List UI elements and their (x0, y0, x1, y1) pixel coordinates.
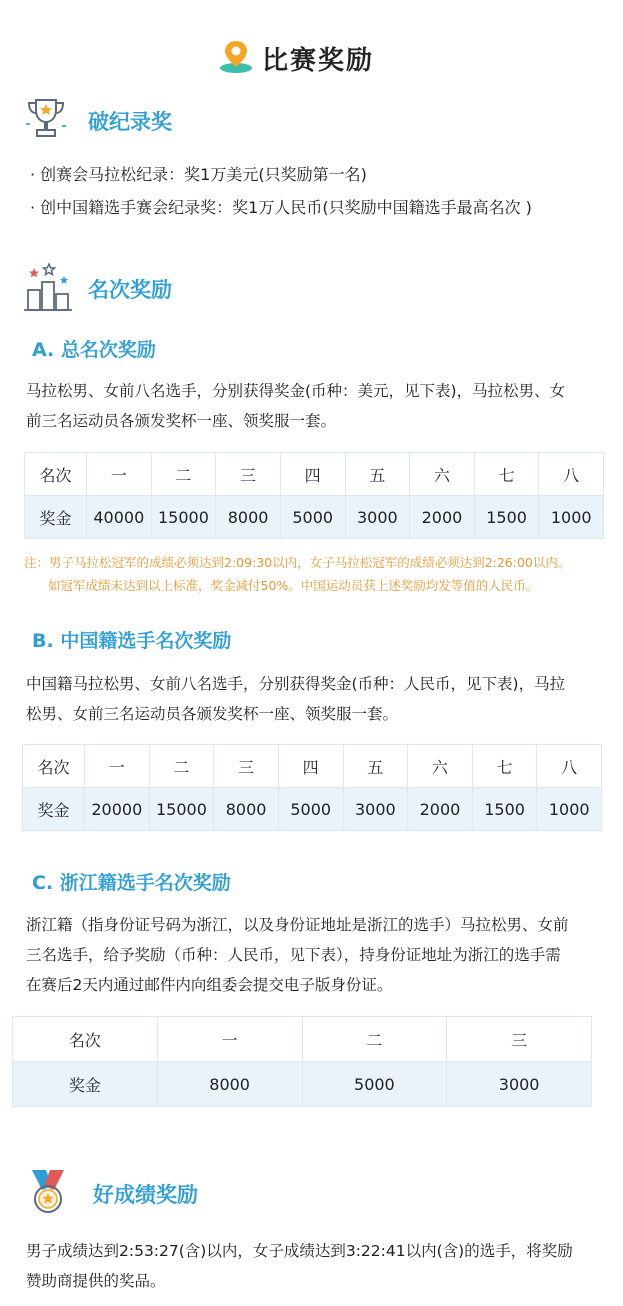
table-cell-rank: 七 (472, 745, 537, 788)
page-title: 比赛奖励 (262, 46, 375, 76)
table-header-row (25, 453, 604, 496)
table-cell-rank: 三 (216, 453, 281, 496)
table-header-row (13, 1017, 592, 1062)
paragraph-line: 三名选手，给予奖励（币种：人民币，见下表），持身份证地址为浙江的选手需 (26, 946, 561, 964)
table-cell-rank: 一 (87, 453, 152, 496)
rank-b-paragraph (26, 669, 606, 729)
table-cell-rank: 五 (343, 745, 408, 788)
prize-table-c (12, 1016, 592, 1107)
table-cell-amount: 15000 (151, 496, 216, 539)
table-cell-amount: 1000 (539, 496, 604, 539)
table-cell-amount: 5000 (280, 496, 345, 539)
record-item: · 创中国籍选手赛会纪录奖：奖1万人民币(只奖励中国籍选手最高名次 ) (30, 198, 532, 217)
table-cell-amount: 1000 (537, 788, 602, 831)
table-cell-amount: 20000 (85, 788, 150, 831)
table-cell-rank: 八 (537, 745, 602, 788)
table-cell-rank: 五 (345, 453, 410, 496)
table-cell-rank: 一 (157, 1017, 302, 1062)
table-cell-rank: 三 (214, 745, 279, 788)
table-cell-amount: 8000 (216, 496, 281, 539)
paragraph-line: 在赛后2天内通过邮件内向组委会提交电子版身份证。 (26, 976, 393, 994)
prize-table-a (24, 452, 604, 539)
table-row (23, 788, 602, 831)
table-cell-amount: 1500 (472, 788, 537, 831)
page-header (0, 38, 623, 74)
prize-table-b (22, 744, 602, 831)
table-row (25, 496, 604, 539)
record-item: · 创赛会马拉松纪录：奖1万美元(只奖励第一名) (30, 165, 367, 184)
rank-a-note (24, 551, 614, 597)
rank-a-title: A. 总名次奖励 (32, 339, 156, 361)
trophy-icon (20, 94, 72, 146)
medal-icon (22, 1166, 74, 1218)
table-cell-amount: 5000 (302, 1062, 447, 1107)
table-header-label: 名次 (13, 1017, 158, 1062)
table-header-row (23, 745, 602, 788)
paragraph-line: 男子成绩达到2:53:27(含)以内，女子成绩达到3:22:41以内(含)的选手，将奖励 (26, 1242, 573, 1260)
table-header-label: 名次 (23, 745, 85, 788)
table-cell-amount: 40000 (87, 496, 152, 539)
good-section-title: 好成绩奖励 (93, 1183, 198, 1207)
table-cell-amount: 2000 (408, 788, 473, 831)
paragraph-line: 前三名运动员各颁发奖杯一座、领奖服一套。 (26, 412, 337, 430)
good-paragraph (26, 1236, 606, 1296)
map-pin-icon (218, 38, 254, 74)
table-cell-rank: 二 (302, 1017, 447, 1062)
table-header-label: 名次 (25, 453, 87, 496)
table-cell-rank: 六 (410, 453, 475, 496)
rank-section-title: 名次奖励 (88, 278, 172, 302)
table-cell-rank: 一 (85, 745, 150, 788)
table-cell-amount: 3000 (345, 496, 410, 539)
table-value-label: 奖金 (23, 788, 85, 831)
table-cell-amount: 3000 (447, 1062, 592, 1107)
rank-a-paragraph (26, 376, 606, 436)
table-value-label: 奖金 (13, 1062, 158, 1107)
note-line: 如冠军成绩未达到以上标准，奖金减付50%。中国运动员获上述奖励均发等值的人民币。 (48, 578, 539, 593)
table-cell-rank: 四 (278, 745, 343, 788)
paragraph-line: 松男、女前三名运动员各颁发奖杯一座、领奖服一套。 (26, 705, 399, 723)
table-cell-amount: 8000 (157, 1062, 302, 1107)
note-line: 注：男子马拉松冠军的成绩必须达到2:09:30以内，女子马拉松冠军的成绩必须达到2:26:00以内。 (24, 555, 571, 570)
table-cell-rank: 二 (149, 745, 214, 788)
table-cell-rank: 六 (408, 745, 473, 788)
record-section-title: 破纪录奖 (88, 110, 172, 134)
paragraph-line: 赞助商提供的奖品。 (26, 1272, 166, 1290)
paragraph-line: 浙江籍（指身份证号码为浙江，以及身份证地址是浙江的选手）马拉松男、女前 (26, 916, 569, 934)
rank-c-paragraph (26, 910, 606, 1000)
paragraph-line: 中国籍马拉松男、女前八名选手，分别获得奖金(币种：人民币，见下表)，马拉 (26, 675, 566, 693)
table-cell-amount: 1500 (474, 496, 539, 539)
table-cell-amount: 8000 (214, 788, 279, 831)
rank-c-title: C. 浙江籍选手名次奖励 (32, 872, 231, 894)
rank-b-title: B. 中国籍选手名次奖励 (32, 630, 232, 652)
table-cell-rank: 四 (280, 453, 345, 496)
table-cell-rank: 八 (539, 453, 604, 496)
table-cell-amount: 2000 (410, 496, 475, 539)
table-row (13, 1062, 592, 1107)
table-cell-amount: 15000 (149, 788, 214, 831)
table-cell-rank: 三 (447, 1017, 592, 1062)
table-cell-rank: 七 (474, 453, 539, 496)
podium-stars-icon (22, 262, 74, 314)
paragraph-line: 马拉松男、女前八名选手，分别获得奖金(币种：美元，见下表)，马拉松男、女 (26, 382, 566, 400)
table-cell-rank: 二 (151, 453, 216, 496)
table-cell-amount: 5000 (278, 788, 343, 831)
table-cell-amount: 3000 (343, 788, 408, 831)
table-value-label: 奖金 (25, 496, 87, 539)
